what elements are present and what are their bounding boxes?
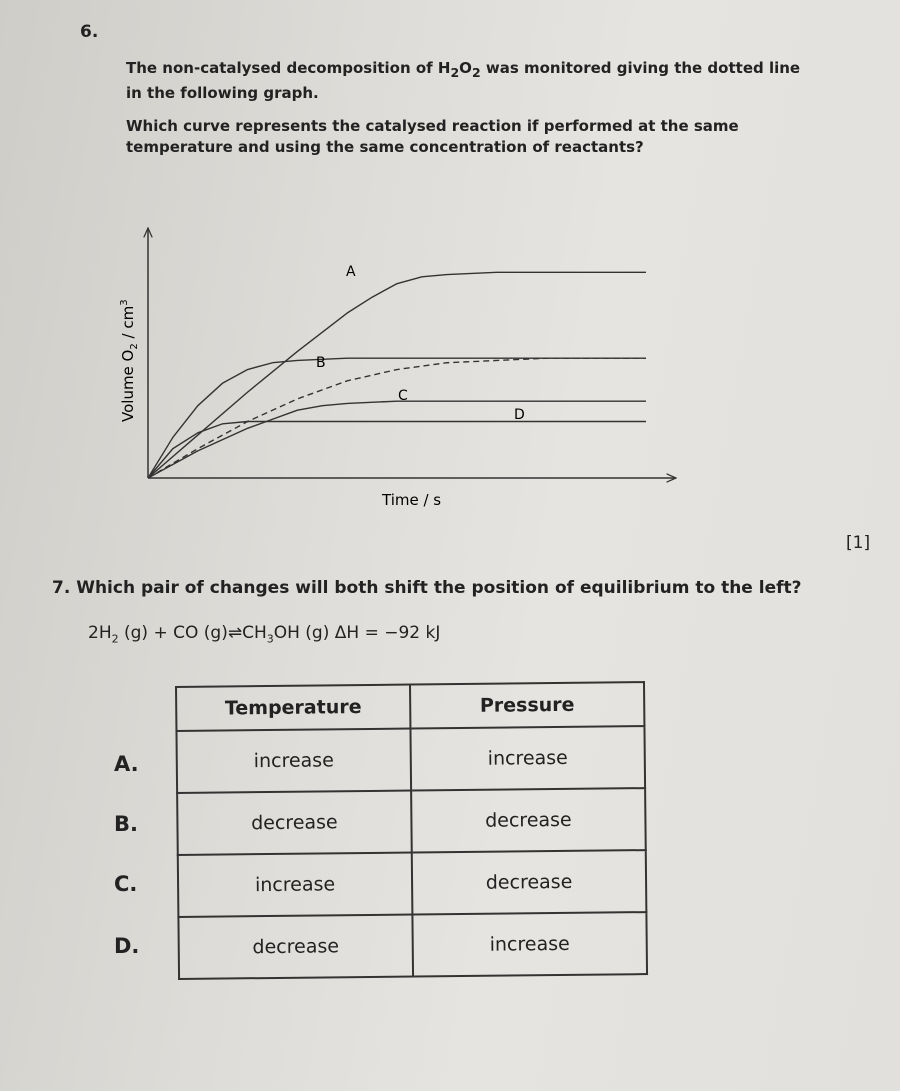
row-d-pressure: increase xyxy=(412,912,647,976)
row-c-temperature: increase xyxy=(178,853,413,917)
intro-text-start: The non-catalysed decomposition of xyxy=(126,59,438,77)
question-6-number: 6. xyxy=(80,22,99,42)
row-d-temperature: decrease xyxy=(178,915,413,979)
eq-middle: (g) + CO (g)⇌CH xyxy=(118,623,267,643)
option-label-c: C. xyxy=(114,872,138,896)
equilibrium-equation xyxy=(88,623,440,645)
row-c-pressure: decrease xyxy=(412,850,647,914)
curve-label-a: A xyxy=(346,264,356,280)
curve-d xyxy=(148,422,646,479)
row-b-pressure: decrease xyxy=(411,788,646,852)
question-6-prompt: Which curve represents the catalysed reaction if performed at the same temperature and using the same concentration of reactants? xyxy=(126,117,739,156)
formula-h-sub: 2 xyxy=(450,65,460,80)
eq-ch3-sub: 3 xyxy=(266,632,274,646)
curve-label-b: B xyxy=(316,355,326,371)
curve-a xyxy=(148,272,646,478)
eq-2h: 2H xyxy=(88,623,112,643)
formula-o-sub: 2 xyxy=(471,65,481,80)
table-row xyxy=(178,850,647,917)
curve-b xyxy=(148,358,646,478)
row-b-temperature: decrease xyxy=(177,791,412,855)
table-header-row xyxy=(176,682,644,731)
option-label-b: B. xyxy=(114,812,138,836)
formula-h: H xyxy=(437,59,451,77)
table-row xyxy=(176,726,645,793)
eq-end: OH (g) ΔH = −92 kJ xyxy=(273,623,441,643)
table-row xyxy=(177,788,646,855)
y-axis-label: Volume $O_2 / cm^3$ xyxy=(119,299,140,422)
question-6-marks: [1] xyxy=(846,533,871,553)
row-a-temperature: increase xyxy=(176,729,411,793)
row-a-pressure: increase xyxy=(410,726,645,790)
question-6-intro xyxy=(126,58,806,104)
header-pressure: Pressure xyxy=(410,682,644,728)
option-label-d: D. xyxy=(114,934,140,958)
options-table xyxy=(175,681,648,980)
curve-label-d: D xyxy=(514,407,525,423)
curve-dotted xyxy=(148,358,646,478)
x-axis-label: Time / s xyxy=(382,491,442,509)
question-7-prompt: 7. Which pair of changes will both shift the position of equilibrium to the left? xyxy=(52,578,802,598)
option-label-a: A. xyxy=(114,752,139,776)
table-row xyxy=(178,912,647,979)
intro-text-end: was monitored giving the dotted line in the following graph. xyxy=(126,59,801,102)
curve-label-c: C xyxy=(398,388,408,404)
header-temperature: Temperature xyxy=(176,685,410,731)
formula-h2o2 xyxy=(437,59,481,80)
eq-2h-sub: 2 xyxy=(111,632,119,646)
volume-time-graph xyxy=(100,222,700,522)
formula-o: O xyxy=(459,59,472,77)
